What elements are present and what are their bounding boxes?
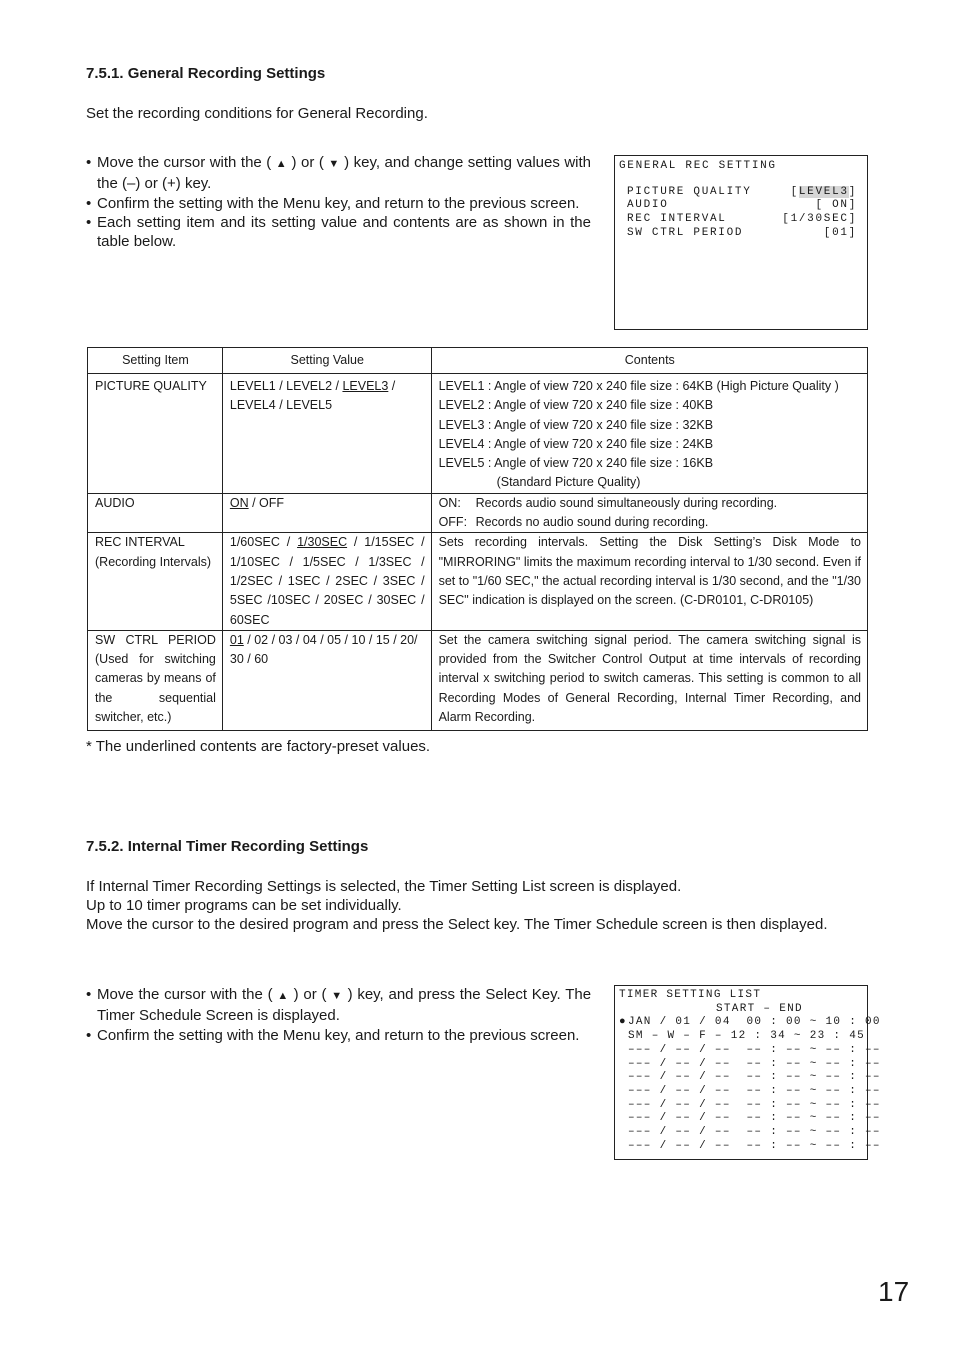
osd-title: GENERAL REC SETTING — [619, 160, 777, 172]
cell-value: LEVEL1 / LEVEL2 / LEVEL3 / LEVEL4 / LEVEL5 — [222, 374, 431, 494]
cell-contents: ON: Records audio sound simultaneously during recording. OFF: Records no audio sound during recording. — [431, 493, 867, 533]
table-row — [88, 533, 868, 630]
page-number: 17 — [878, 1276, 910, 1307]
header-setting-item: Setting Item — [88, 348, 223, 374]
instruction-item: • Move the cursor with the ( ▲ ) or ( ▼ ) key, and press the Select Key. The Timer Schedule Screen is displayed. — [86, 985, 591, 1026]
osd-row-rec-interval: REC INTERVAL [1/30SEC] — [627, 213, 857, 226]
timer-program-row: ––– / –– / –– –– : –– ~ –– : –– — [628, 1043, 881, 1056]
down-arrow-icon: ▼ — [331, 990, 343, 1002]
cell-contents: LEVEL1 : Angle of view 720 x 240 file size : 64KB (High Picture Quality ) LEVEL2 : Angle of view 720 x 240 file size : 40KB LEVEL3 : Angle of view 720 x 240 file size : 32KB LEVEL4 : Angle of view 720 x 240 file size : 24KB LEVEL5 : Angle of view 720 x 240 file size : 16KB (Standard Picture Quality) — [431, 374, 867, 494]
osd-column-header: START – END — [716, 1002, 803, 1015]
timer-setting-list-screen — [614, 985, 881, 1160]
osd-row-sw-ctrl-period: SW CTRL PERIOD [01] — [627, 226, 857, 239]
section-heading-internal-timer: 7.5.2. Internal Timer Recording Settings — [86, 838, 369, 855]
timer-program-row: ––– / –– / –– –– : –– ~ –– : –– — [628, 1071, 881, 1084]
up-arrow-icon: ▲ — [277, 990, 289, 1002]
instruction-item: • Confirm the setting with the Menu key, and return to the previous screen. — [86, 194, 591, 213]
cell-item: SW CTRL PERIOD (Used for switching cameras by means of the sequential switcher, etc.) — [88, 630, 223, 730]
instruction-item: • Each setting item and its setting value and contents are as shown in the table below. — [86, 213, 591, 252]
timer-program-row: ●JAN / 01 / 04 00 : 00 ~ 10 : 00 — [619, 1016, 881, 1029]
table-row — [88, 630, 868, 730]
cell-item: AUDIO — [88, 493, 223, 533]
table-row — [88, 374, 868, 494]
cell-value: 1/60SEC / 1/30SEC / 1/15SEC / 1/10SEC / 1/5SEC / 1/3SEC / 1/2SEC / 1SEC / 2SEC / 3SEC / 5SEC /10SEC / 20SEC / 30SEC / 60SEC — [222, 533, 431, 630]
timer-program-row: SM – W – F – 12 : 34 ~ 23 : 45 — [628, 1030, 866, 1043]
cell-value: ON / OFF — [222, 493, 431, 533]
header-setting-value: Setting Value — [222, 348, 431, 374]
osd-title: TIMER SETTING LIST — [619, 989, 762, 1001]
down-arrow-icon: ▼ — [328, 158, 340, 170]
up-arrow-icon: ▲ — [275, 158, 288, 170]
settings-table — [87, 347, 868, 731]
cursor-dot-icon: ● — [619, 1016, 627, 1029]
timer-program-row: ––– / –– / –– –– : –– ~ –– : –– — [628, 1084, 881, 1097]
instruction-item: • Move the cursor with the ( ▲ ) or ( ▼ ) key, and change setting values with the (–) or (+) key. — [86, 153, 591, 194]
footnote: * The underlined contents are factory-preset values. — [86, 738, 431, 755]
cell-contents: Set the camera switching signal period. The camera switching signal is provided from the Switcher Control Output at time intervals of recording interval x switching period to switch cameras. This setting is common to all Recording Modes of General Recording, Internal Timer Recording, and Alarm Recording. — [431, 630, 867, 730]
timer-program-row: ––– / –– / –– –– : –– ~ –– : –– — [628, 1057, 881, 1070]
instruction-list — [86, 985, 591, 1045]
timer-program-row: ––– / –– / –– –– : –– ~ –– : –– — [628, 1139, 881, 1152]
table-header-row — [88, 348, 868, 374]
table-row — [88, 493, 868, 533]
cell-contents: Sets recording intervals. Setting the Disk Setting’s Disk Mode to "MIRRORING" limits the maximum recording interval to 1/30 second. Even if set to "1/60 SEC," the actual recording interval is 1/30 second, and the "1/30 SEC" indication is displayed on the screen. (C-DR0101, C-DR0105) — [431, 533, 867, 630]
cell-item: REC INTERVAL (Recording Intervals) — [88, 533, 223, 630]
section-intro: Set the recording conditions for General Recording. — [86, 105, 428, 122]
header-contents: Contents — [431, 348, 867, 374]
instruction-list — [86, 153, 591, 251]
osd-cursor-highlight: LEVEL3 — [798, 185, 849, 198]
timer-program-row: ––– / –– / –– –– : –– ~ –– : –– — [628, 1098, 881, 1111]
timer-program-row: ––– / –– / –– –– : –– ~ –– : –– — [628, 1112, 881, 1125]
osd-row-audio: AUDIO [ ON] — [627, 199, 857, 212]
timer-program-row: ––– / –– / –– –– : –– ~ –– : –– — [628, 1126, 881, 1139]
section-heading-general-recording: 7.5.1. General Recording Settings — [86, 65, 326, 82]
general-rec-setting-screen — [614, 155, 868, 330]
cell-value: 01 / 02 / 03 / 04 / 05 / 10 / 15 / 20/ 30 / 60 — [222, 630, 431, 730]
section-description: If Internal Timer Recording Settings is selected, the Timer Setting List screen is displayed. Up to 10 timer programs can be set individually. Move the cursor to the desired program and press the Select key. The Timer Schedule screen is then displayed. — [86, 878, 828, 933]
osd-row-picture-quality: PICTURE QUALITY [LEVEL3] — [627, 185, 857, 198]
instruction-item: • Confirm the setting with the Menu key, and return to the previous screen. — [86, 1026, 591, 1045]
cell-item: PICTURE QUALITY — [88, 374, 223, 494]
